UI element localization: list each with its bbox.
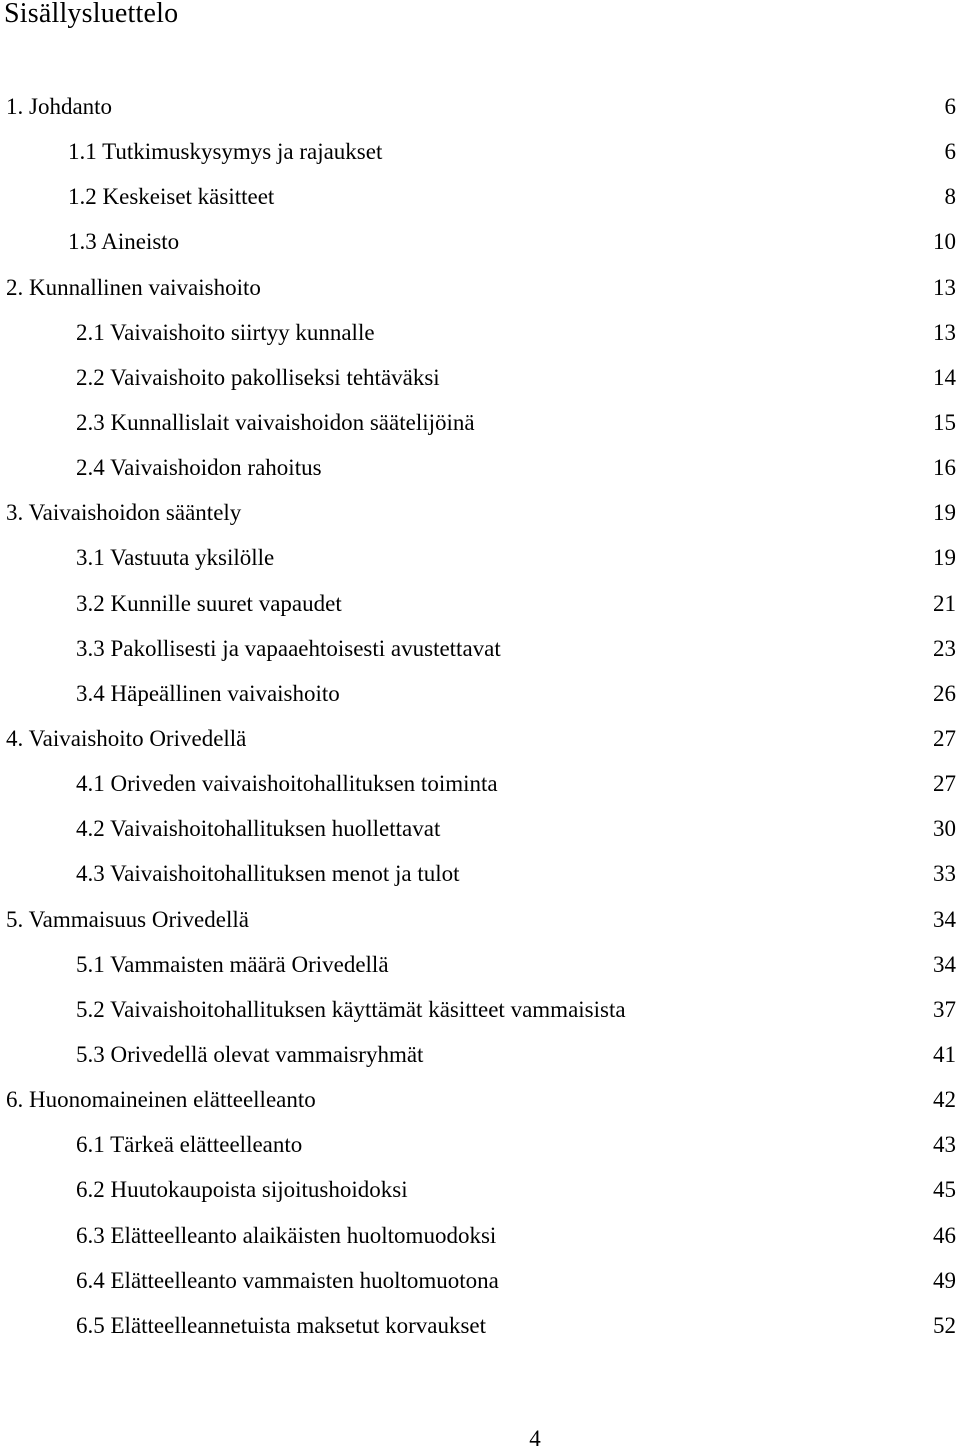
toc-entry-page-number: 10 xyxy=(933,229,956,255)
toc-entry-title: 4.3 Vaivaishoitohallituksen menot ja tulot xyxy=(76,861,460,887)
toc-entry xyxy=(0,626,960,671)
toc-entry xyxy=(0,535,960,580)
toc-entry-page-number: 8 xyxy=(944,184,956,210)
toc-entry-title: 3.2 Kunnille suuret vapaudet xyxy=(76,590,342,616)
toc-entry-title: 2. Kunnallinen vaivaishoito xyxy=(6,274,261,300)
toc-entry-title: 4.2 Vaivaishoitohallituksen huollettavat xyxy=(76,816,441,842)
toc-entry-page-number: 27 xyxy=(933,725,956,751)
toc-entry-title: 6.2 Huutokaupoista sijoitushoidoksi xyxy=(76,1177,408,1203)
toc-entry xyxy=(0,1122,960,1167)
toc-entry xyxy=(0,355,960,400)
toc-entry-title: 4. Vaivaishoito Orivedellä xyxy=(6,725,247,751)
page-number: 4 xyxy=(529,1426,541,1451)
toc-entry-page-number: 26 xyxy=(933,680,956,706)
toc-entry xyxy=(0,400,960,445)
toc-entry xyxy=(0,851,960,896)
toc-entry-page-number: 16 xyxy=(933,455,956,481)
toc-entry-page-number: 15 xyxy=(933,409,956,435)
toc-entry-title: 1.3 Aineisto xyxy=(68,229,180,255)
toc-entry-page-number: 23 xyxy=(933,635,956,661)
toc-entry xyxy=(0,581,960,626)
toc-entry xyxy=(0,1213,960,1258)
toc-entry xyxy=(0,1303,960,1348)
toc-entry-title: 6. Huonomaineinen elätteelleanto xyxy=(6,1087,316,1113)
toc-entry-page-number: 6 xyxy=(944,94,956,119)
toc-entry-page-number: 49 xyxy=(933,1267,956,1293)
toc-entry xyxy=(0,942,960,987)
toc-entry-title: 6.1 Tärkeä elätteelleanto xyxy=(76,1132,303,1158)
toc-entry xyxy=(0,897,960,942)
toc-entry-title: 6.5 Elätteelleannetuista maksetut korvaukset xyxy=(76,1312,487,1338)
toc-entry-page-number: 30 xyxy=(933,816,956,842)
toc-entry-title: 2.4 Vaivaishoidon rahoitus xyxy=(76,455,322,481)
toc-entry-title: 6.3 Elätteelleanto alaikäisten huoltomuodoksi xyxy=(76,1222,497,1248)
toc-entry-page-number: 42 xyxy=(933,1087,956,1113)
toc-entry-page-number: 33 xyxy=(933,861,956,887)
toc-entry-title: 3.3 Pakollisesti ja vapaaehtoisesti avustettavat xyxy=(76,635,501,661)
toc-entry xyxy=(0,490,960,535)
toc-entry xyxy=(0,174,960,219)
toc-entry-page-number: 19 xyxy=(933,545,956,571)
toc-entry-page-number: 46 xyxy=(933,1222,956,1248)
toc-entry-page-number: 13 xyxy=(933,319,956,345)
toc-entry-title: 5.3 Orivedellä olevat vammaisryhmät xyxy=(76,1041,424,1067)
toc-entry-page-number: 43 xyxy=(933,1132,956,1158)
toc-entry-title: 1.2 Keskeiset käsitteet xyxy=(68,184,275,210)
toc-entry xyxy=(0,265,960,310)
toc-entry-title: 2.3 Kunnallislait vaivaishoidon säätelijöinä xyxy=(76,409,475,435)
toc-entry-title: 3. Vaivaishoidon sääntely xyxy=(6,500,242,526)
toc-entry xyxy=(0,445,960,490)
toc-entry xyxy=(0,1032,960,1077)
toc-entry xyxy=(0,1077,960,1122)
toc-entry-page-number: 13 xyxy=(933,274,956,300)
toc-entry xyxy=(0,1258,960,1303)
toc-entry xyxy=(0,671,960,716)
toc-entry xyxy=(0,310,960,355)
toc-entry-title: 1.1 Tutkimuskysymys ja rajaukset xyxy=(68,139,383,165)
toc-entry-page-number: 6 xyxy=(944,139,956,165)
toc-entry-title: 5.1 Vammaisten määrä Orivedellä xyxy=(76,951,389,977)
toc-entry-title: 5.2 Vaivaishoitohallituksen käyttämät käsitteet vammaisista xyxy=(76,996,626,1022)
toc-entry-title: 6.4 Elätteelleanto vammaisten huoltomuotona xyxy=(76,1267,499,1293)
toc-entry xyxy=(0,1167,960,1212)
toc-entry-page-number: 41 xyxy=(933,1041,956,1067)
toc-entry-page-number: 34 xyxy=(933,951,956,977)
toc-entry xyxy=(0,219,960,264)
toc-entry-title: 3.4 Häpeällinen vaivaishoito xyxy=(76,680,340,706)
toc-entry-page-number: 27 xyxy=(933,771,956,797)
toc-entry-title: 2.2 Vaivaishoito pakolliseksi tehtäväksi xyxy=(76,364,440,390)
toc-entry-page-number: 37 xyxy=(933,996,956,1022)
toc-entry-title: 3.1 Vastuuta yksilölle xyxy=(76,545,275,571)
toc-entry xyxy=(0,129,960,174)
toc-entry-page-number: 21 xyxy=(933,590,956,616)
toc-entry-page-number: 19 xyxy=(933,500,956,526)
toc-entry xyxy=(0,716,960,761)
toc-entry-title: 5. Vammaisuus Orivedellä xyxy=(6,906,249,932)
page-title: Sisällysluettelo xyxy=(4,0,179,29)
toc-entry-page-number: 34 xyxy=(933,906,956,932)
toc-entry-title: 2.1 Vaivaishoito siirtyy kunnalle xyxy=(76,319,375,345)
toc-entry-title: 1. Johdanto xyxy=(6,94,113,119)
toc-entry xyxy=(0,806,960,851)
toc-entry-title: 4.1 Oriveden vaivaishoitohallituksen toiminta xyxy=(76,771,498,797)
toc-entry-page-number: 14 xyxy=(933,364,956,390)
table-of-contents xyxy=(0,84,960,1348)
toc-entry xyxy=(0,84,960,129)
toc-entry xyxy=(0,987,960,1032)
toc-entry-page-number: 52 xyxy=(933,1312,956,1338)
toc-entry xyxy=(0,761,960,806)
toc-entry-page-number: 45 xyxy=(933,1177,956,1203)
